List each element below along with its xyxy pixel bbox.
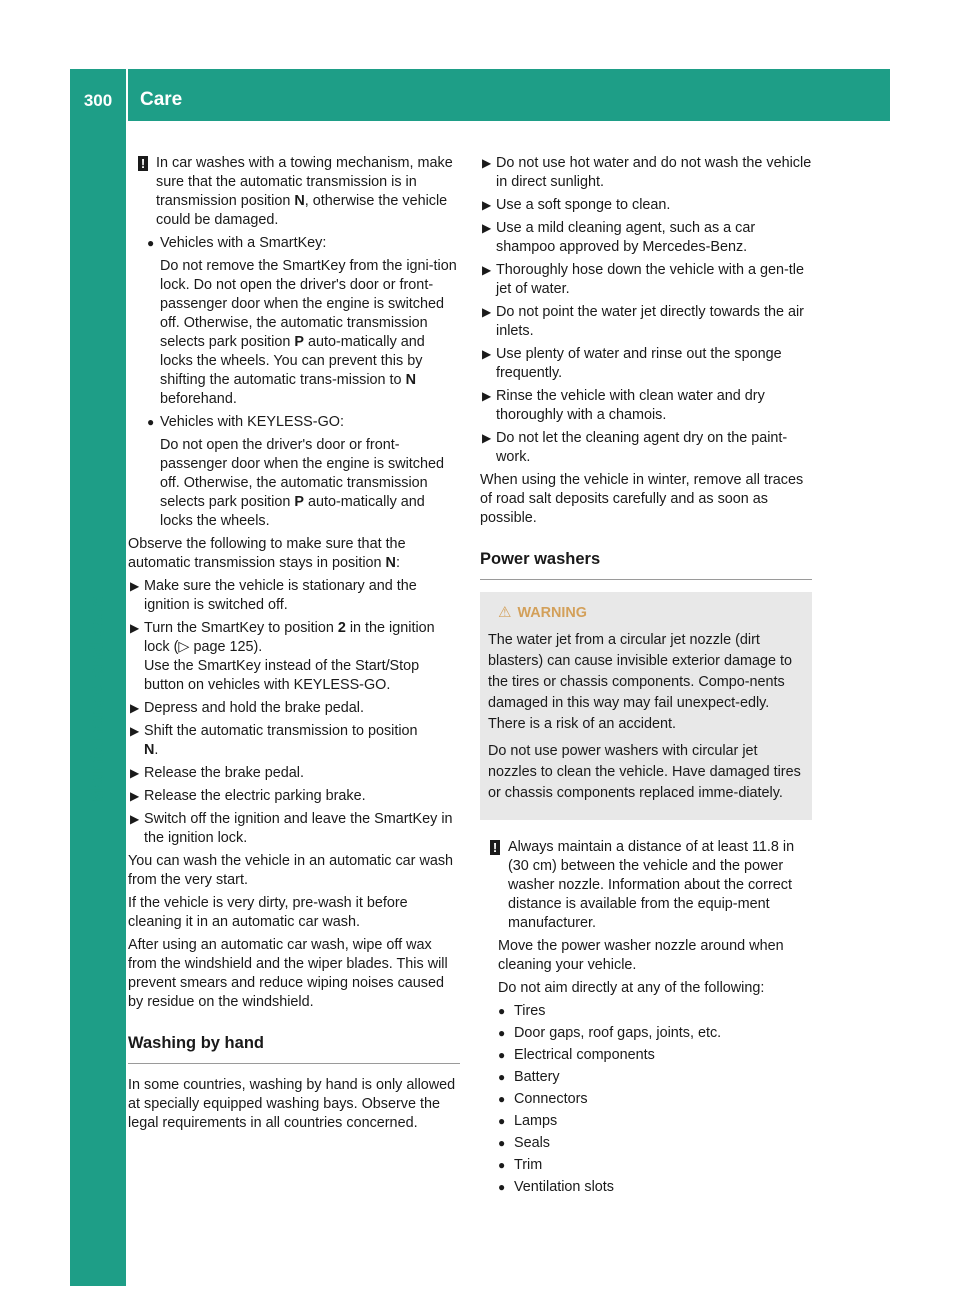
bullet-icon: ● (498, 1180, 506, 1194)
instruction-step: ▶ Rinse the vehicle with clean water and dry thoroughly with a chamois. (482, 388, 765, 423)
target-list (480, 1002, 812, 1197)
arrow-icon: ▶ (130, 621, 140, 635)
bullet-icon: ● (498, 1070, 506, 1084)
warning-icon: ⚠ (498, 604, 512, 621)
header-bar (70, 69, 890, 121)
bullet-icon: ● (498, 1026, 506, 1040)
instruction-step: ▶ Do not use hot water and do not wash the vehicle in direct sunlight. (482, 155, 812, 190)
arrow-icon: ▶ (482, 389, 492, 403)
bullet-icon: ● (498, 1136, 506, 1150)
list-item: ● Connectors (498, 1091, 588, 1107)
page-ref-link[interactable]: page 125). (193, 639, 263, 655)
warning-header: ⚠ WARNING (498, 604, 588, 621)
paragraph: In some countries, washing by hand is only allowed at specially equipped washing bays. Observe the legal requirements in all countries concerned. (128, 1077, 456, 1131)
list-item: ● Lamps (498, 1113, 558, 1129)
warning-text: Do not use power washers with circular jet nozzles to clean the vehicle. Have damaged tires or chassis components replaced imme-diately. (488, 743, 801, 801)
list-item: ● Trim (498, 1157, 543, 1173)
notice-power-washer: ! Always maintain a distance of at least 11.8 in (30 cm) between the vehicle and the power washer nozzle. Information about the correct distance is available from the equip-ment manufacturer. (480, 838, 812, 933)
instruction-step: ▶ Make sure the vehicle is stationary and the ignition is switched off. (130, 578, 417, 613)
list-item: ● Ventilation slots (498, 1179, 614, 1195)
instruction-step: ▶ Release the brake pedal. (130, 765, 305, 781)
list-item: ● Electrical components (498, 1047, 655, 1063)
warning-box (480, 592, 812, 820)
paragraph: If the vehicle is very dirty, pre-wash it before cleaning it in an automatic car wash. (128, 895, 408, 930)
keyless-text: Do not open the driver's door or front-passenger door when the engine is switched off. Otherwise, the automatic transmission selects park position P auto-matically and locks the wheels. (160, 437, 444, 529)
instruction-step: ▶ Switch off the ignition and leave the SmartKey in the ignition lock. (130, 811, 453, 846)
instruction-step: ▶ Release the electric parking brake. (130, 788, 366, 804)
bullet-keyless: ● Vehicles with KEYLESS-GO: (147, 414, 344, 430)
arrow-icon: ▶ (482, 305, 492, 319)
notice-text: Move the power washer nozzle around when cleaning your vehicle. (498, 938, 784, 973)
bullet-icon: ● (498, 1004, 506, 1018)
instruction-step: ▶ Do not point the water jet directly towards the air inlets. (482, 304, 804, 339)
page-title: Care (140, 89, 183, 110)
page-number: 300 (83, 91, 113, 110)
list-item: ● Tires (498, 1003, 546, 1019)
arrow-icon: ▶ (482, 221, 492, 235)
notice-icon: ! (490, 840, 500, 855)
instruction-step: ▶ Shift the automatic transmission to position N. (130, 723, 418, 758)
arrow-icon: ▶ (482, 263, 492, 277)
warning-text: The water jet from a circular jet nozzle (dirt blasters) can cause invisible exterior damage to the tires or chassis components. Compo-nents damaged in this way may fail unexpect-edly. There is a risk of an accident. (488, 632, 792, 732)
bullet-icon: ● (498, 1092, 506, 1106)
header-divider (126, 69, 128, 121)
section-heading-hand: Washing by hand (128, 1034, 460, 1064)
right-column (480, 154, 812, 1200)
list-item: ● Seals (498, 1135, 550, 1151)
notice-icon: ! (138, 156, 148, 171)
arrow-icon: ▶ (482, 347, 492, 361)
paragraph: After using an automatic car wash, wipe off wax from the windshield and the wiper blades. This will prevent smears and reduce wiping noises caused by residue on the windshield. (128, 937, 448, 1010)
bullet-icon: ● (147, 415, 155, 429)
left-column (128, 154, 460, 1137)
instruction-step: ▶ Turn the SmartKey to position 2 in the ignition lock (▷ page 125). Use the SmartKey instead of the Start/Stop button on vehicles with KEYLESS-GO. (130, 620, 435, 693)
arrow-icon: ▶ (130, 812, 140, 826)
bullet-icon: ● (498, 1048, 506, 1062)
list-item: ● Battery (498, 1069, 560, 1085)
paragraph: You can wash the vehicle in an automatic car wash from the very start. (128, 853, 454, 888)
instruction-step: ▶ Use plenty of water and rinse out the sponge frequently. (482, 346, 782, 381)
smartkey-text: Do not remove the SmartKey from the igni-tion lock. Do not open the driver's door or front-passenger door when the engine is switched off. Otherwise, the automatic transmission selects park position P auto-matically and locks the wheels. You can prevent this by shifting the automatic trans-mission to N beforehand. (160, 258, 457, 407)
notice-text: Do not aim directly at any of the following: (498, 980, 765, 996)
arrow-icon: ▶ (130, 766, 140, 780)
arrow-icon: ▶ (130, 724, 140, 738)
instruction-step: ▶ Do not let the cleaning agent dry on the paint-work. (482, 430, 788, 465)
paragraph: When using the vehicle in winter, remove all traces of road salt deposits carefully and as soon as possible. (480, 472, 804, 526)
list-item: ● Door gaps, roof gaps, joints, etc. (498, 1025, 722, 1041)
observe-text: Observe the following to make sure that the automatic transmission stays in position N: (128, 536, 406, 571)
instruction-step: ▶ Use a mild cleaning agent, such as a car shampoo approved by Mercedes-Benz. (482, 220, 756, 255)
notice-towing: ! In car washes with a towing mechanism, make sure that the automatic transmission is in transmission position N, otherwise the vehicle could be damaged. (128, 154, 460, 230)
instruction-step: ▶ Use a soft sponge to clean. (482, 197, 671, 213)
bullet-icon: ● (498, 1114, 506, 1128)
bullet-smartkey: ● Vehicles with a SmartKey: (147, 235, 327, 251)
instruction-step: ▶ Depress and hold the brake pedal. (130, 700, 365, 716)
bullet-icon: ● (498, 1158, 506, 1172)
section-heading-power: Power washers (480, 550, 812, 580)
page-ref-arrow: ▷ (178, 639, 190, 655)
arrow-icon: ▶ (130, 789, 140, 803)
bullet-icon: ● (147, 236, 155, 250)
arrow-icon: ▶ (130, 579, 140, 593)
arrow-icon: ▶ (482, 198, 492, 212)
arrow-icon: ▶ (482, 431, 492, 445)
arrow-icon: ▶ (130, 701, 140, 715)
section-label: Maintenance and care (86, 595, 109, 805)
instruction-step: ▶ Thoroughly hose down the vehicle with a gen-tle jet of water. (482, 262, 804, 297)
arrow-icon: ▶ (482, 156, 492, 170)
